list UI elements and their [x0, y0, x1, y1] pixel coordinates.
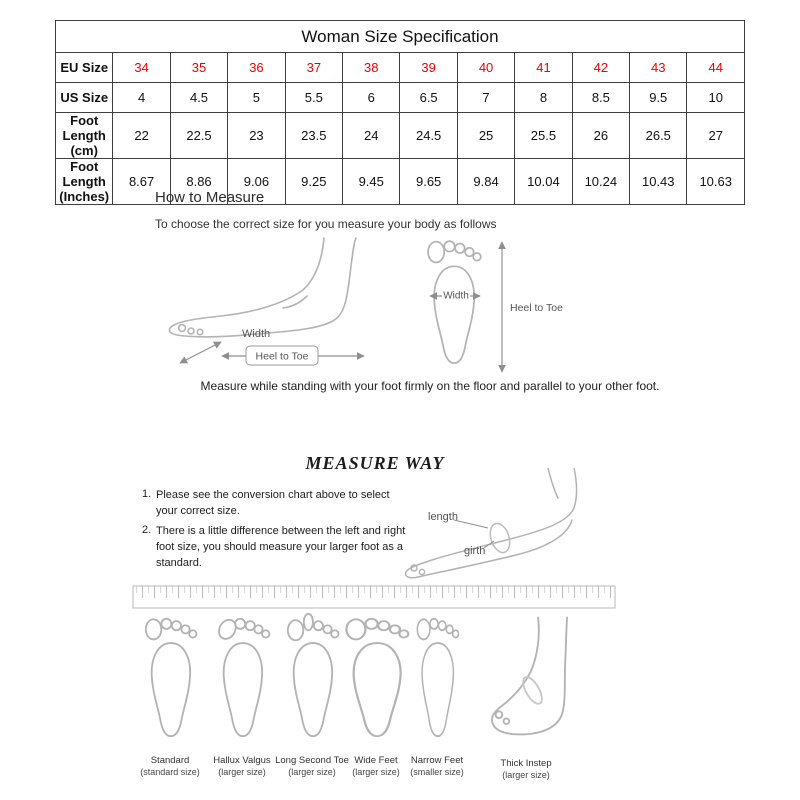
foot-type-note: (larger size) [288, 767, 336, 777]
size-value: 40 [457, 53, 514, 83]
hallux-valgus-footprint-icon [210, 612, 274, 749]
size-value: 34 [113, 53, 170, 83]
size-value: 5 [228, 83, 285, 113]
size-value: 10 [687, 83, 745, 113]
heel-to-toe-label: Heel to Toe [510, 302, 563, 314]
length-girth-diagram [388, 468, 623, 580]
width-label: Width [242, 328, 271, 340]
size-value: 9.25 [285, 159, 342, 205]
foot-type-note: (smaller size) [410, 767, 464, 777]
size-value: 39 [400, 53, 457, 83]
measure-instructions [142, 488, 408, 576]
table-title: Woman Size Specification [56, 21, 745, 53]
table-row-eu-size [56, 53, 745, 83]
size-value: 22.5 [170, 113, 227, 159]
size-value: 35 [170, 53, 227, 83]
foot-type-name: Long Second Toe [275, 755, 349, 766]
length-pointer-line [454, 520, 488, 528]
foot-type-note: (larger size) [502, 770, 550, 780]
girth-label: girth [464, 545, 486, 557]
size-value: 10.24 [572, 159, 629, 205]
size-value: 24.5 [400, 113, 457, 159]
size-value: 22 [113, 113, 170, 159]
size-value: 8 [515, 83, 572, 113]
size-value: 10.63 [687, 159, 745, 205]
size-value: 25 [457, 113, 514, 159]
size-value: 6 [343, 83, 400, 113]
measure-note: Measure while standing with your foot firmly on the floor and parallel to your other foot. [200, 379, 660, 393]
size-value: 36 [228, 53, 285, 83]
size-value: 5.5 [285, 83, 342, 113]
row-label: Foot Length (cm) [56, 113, 113, 159]
size-value: 27 [687, 113, 745, 159]
instruction-text: There is a little difference between the left and right foot size, you should measure your larger foot as a standard. [156, 524, 406, 569]
instruction-number: 1. [142, 488, 152, 500]
row-label: EU Size [56, 53, 113, 83]
measure-way-heading: MEASURE WAY [305, 453, 445, 473]
table-row-us-size [56, 83, 745, 113]
instruction-number: 2. [142, 523, 152, 536]
size-specification-table [55, 20, 745, 205]
row-label: Foot Length (Inches) [56, 159, 113, 205]
size-value: 6.5 [400, 83, 457, 113]
size-value: 26.5 [630, 113, 687, 159]
foot-type-name: Hallux Valgus [213, 755, 271, 766]
size-value: 9.84 [457, 159, 514, 205]
size-value: 37 [285, 53, 342, 83]
size-value: 10.43 [630, 159, 687, 205]
footprint-sketch [428, 241, 481, 363]
foot-type-narrow-feet [392, 612, 482, 777]
how-to-measure-intro: To choose the correct size for you measure your body as follows [155, 217, 497, 231]
size-value: 4 [113, 83, 170, 113]
instruction-item [142, 488, 408, 520]
foot-type-name: Standard [150, 755, 190, 766]
size-value: 24 [343, 113, 400, 159]
ruler-strip [133, 586, 615, 608]
instruction-item [142, 524, 408, 572]
size-value: 38 [343, 53, 400, 83]
foot-type-name: Narrow Feet [410, 755, 464, 766]
side-foot-diagram [158, 236, 393, 376]
table-title-row [56, 21, 745, 53]
size-value: 4.5 [170, 83, 227, 113]
length-label: length [428, 511, 458, 523]
size-value: 9.06 [228, 159, 285, 205]
size-value: 10.04 [515, 159, 572, 205]
size-value: 41 [515, 53, 572, 83]
size-value: 9.5 [630, 83, 687, 113]
side-foot-sketch [169, 238, 356, 337]
size-value: 25.5 [515, 113, 572, 159]
size-value: 8.86 [170, 159, 227, 205]
foot-type-note: (larger size) [352, 767, 400, 777]
width-arrow [180, 342, 221, 363]
how-to-measure-heading: How to Measure [155, 189, 265, 206]
instruction-text: Please see the conversion chart above to select your correct size. [156, 489, 390, 517]
size-value: 8.5 [572, 83, 629, 113]
width-label: Width [443, 290, 469, 302]
footprint-diagram [404, 232, 584, 377]
thick-instep-foot-icon [484, 612, 568, 752]
narrow-feet-footprint-icon [411, 612, 463, 749]
foot-type-thick-instep [481, 612, 571, 780]
size-value: 7 [457, 83, 514, 113]
size-value: 44 [687, 53, 745, 83]
heel-to-toe-label: Heel to Toe [255, 350, 309, 363]
size-value: 9.45 [343, 159, 400, 205]
foot-type-name: Thick Instep [500, 758, 552, 769]
size-value: 23 [228, 113, 285, 159]
foot-type-note: (standard size) [140, 767, 200, 777]
foot-type-name: Wide Feet [354, 755, 398, 766]
size-value: 43 [630, 53, 687, 83]
size-value: 9.65 [400, 159, 457, 205]
size-value: 23.5 [285, 113, 342, 159]
standard-footprint-icon [138, 612, 202, 749]
table-row-foot-length-cm [56, 113, 745, 159]
size-value: 8.67 [113, 159, 170, 205]
girth-band [487, 521, 513, 555]
row-label: US Size [56, 83, 113, 113]
size-value: 26 [572, 113, 629, 159]
size-value: 42 [572, 53, 629, 83]
foot-type-note: (larger size) [218, 767, 266, 777]
